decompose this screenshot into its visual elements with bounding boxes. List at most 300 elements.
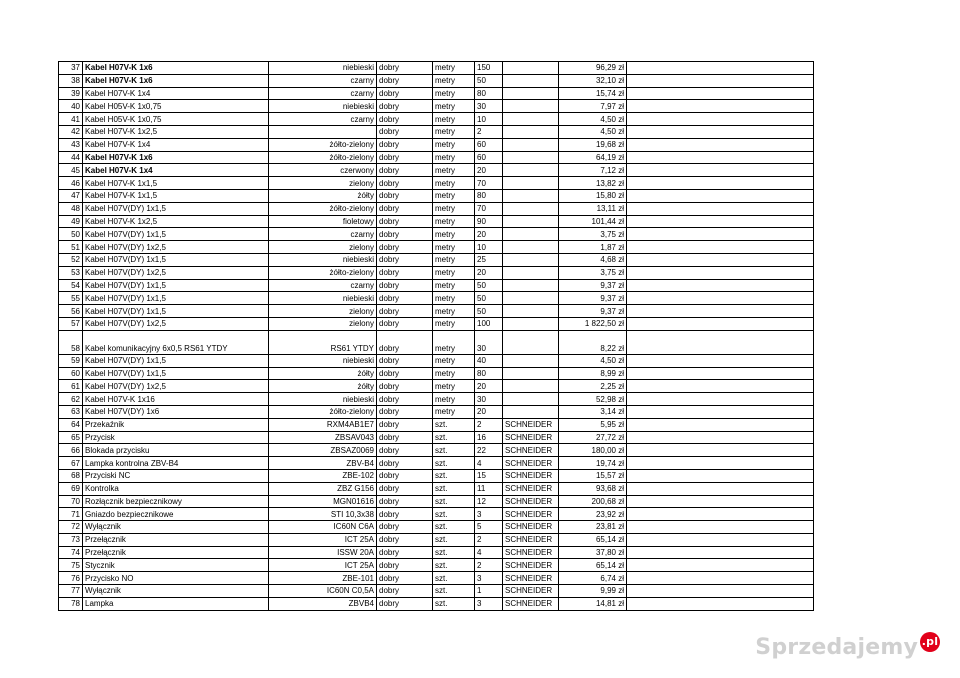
item-price: 37,80 zł bbox=[559, 546, 627, 559]
item-name: Stycznik bbox=[83, 559, 269, 572]
item-spec: ZBE-101 bbox=[269, 572, 377, 585]
row-number: 58 bbox=[59, 330, 83, 354]
item-price: 32,10 zł bbox=[559, 74, 627, 87]
row-number: 37 bbox=[59, 62, 83, 75]
item-unit: metry bbox=[433, 241, 475, 254]
empty-cell bbox=[627, 202, 814, 215]
table-row bbox=[59, 266, 814, 279]
item-name: Kabel H07V(DY) 1x1,5 bbox=[83, 253, 269, 266]
item-unit: metry bbox=[433, 253, 475, 266]
table-row bbox=[59, 482, 814, 495]
item-quantity: 80 bbox=[475, 189, 503, 202]
row-number: 47 bbox=[59, 189, 83, 202]
empty-cell bbox=[627, 177, 814, 190]
row-number: 62 bbox=[59, 393, 83, 406]
item-quantity: 90 bbox=[475, 215, 503, 228]
item-name: Kabel H07V(DY) 1x2,5 bbox=[83, 380, 269, 393]
item-spec: niebieski bbox=[269, 100, 377, 113]
item-price: 13,11 zł bbox=[559, 202, 627, 215]
item-brand: SCHNEIDER bbox=[503, 546, 559, 559]
item-brand bbox=[503, 62, 559, 75]
item-condition: dobry bbox=[377, 330, 433, 354]
row-number: 56 bbox=[59, 305, 83, 318]
table-row bbox=[59, 113, 814, 126]
table-row bbox=[59, 354, 814, 367]
item-condition: dobry bbox=[377, 469, 433, 482]
item-price: 19,68 zł bbox=[559, 138, 627, 151]
item-condition: dobry bbox=[377, 444, 433, 457]
empty-cell bbox=[627, 354, 814, 367]
item-name: Kabel H07V-K 1x4 bbox=[83, 164, 269, 177]
item-quantity: 11 bbox=[475, 482, 503, 495]
item-condition: dobry bbox=[377, 533, 433, 546]
item-brand bbox=[503, 405, 559, 418]
row-number: 54 bbox=[59, 279, 83, 292]
item-unit: szt. bbox=[433, 431, 475, 444]
item-price: 8,22 zł bbox=[559, 330, 627, 354]
item-name: Wyłącznik bbox=[83, 585, 269, 598]
item-spec: ZBV-B4 bbox=[269, 457, 377, 470]
item-unit: metry bbox=[433, 138, 475, 151]
item-unit: metry bbox=[433, 113, 475, 126]
item-brand: SCHNEIDER bbox=[503, 482, 559, 495]
row-number: 77 bbox=[59, 585, 83, 598]
item-spec: ZBSAZ0069 bbox=[269, 444, 377, 457]
empty-cell bbox=[627, 330, 814, 354]
item-unit: metry bbox=[433, 202, 475, 215]
item-name: Przekaźnik bbox=[83, 418, 269, 431]
item-unit: szt. bbox=[433, 444, 475, 457]
empty-cell bbox=[627, 367, 814, 380]
empty-cell bbox=[627, 253, 814, 266]
item-name: Kabel H07V-K 1x16 bbox=[83, 393, 269, 406]
table-row bbox=[59, 177, 814, 190]
table-row bbox=[59, 393, 814, 406]
item-brand bbox=[503, 241, 559, 254]
row-number: 52 bbox=[59, 253, 83, 266]
item-condition: dobry bbox=[377, 380, 433, 393]
table-row bbox=[59, 62, 814, 75]
item-price: 4,68 zł bbox=[559, 253, 627, 266]
row-number: 57 bbox=[59, 317, 83, 330]
item-quantity: 12 bbox=[475, 495, 503, 508]
item-condition: dobry bbox=[377, 305, 433, 318]
empty-cell bbox=[627, 164, 814, 177]
inventory-table bbox=[58, 61, 814, 611]
item-condition: dobry bbox=[377, 495, 433, 508]
table-row bbox=[59, 585, 814, 598]
item-price: 52,98 zł bbox=[559, 393, 627, 406]
item-name: Przycisko NO bbox=[83, 572, 269, 585]
item-brand bbox=[503, 202, 559, 215]
item-brand bbox=[503, 279, 559, 292]
item-condition: dobry bbox=[377, 585, 433, 598]
table-row bbox=[59, 202, 814, 215]
empty-cell bbox=[627, 305, 814, 318]
item-condition: dobry bbox=[377, 266, 433, 279]
item-price: 3,14 zł bbox=[559, 405, 627, 418]
item-name: Przyciski NC bbox=[83, 469, 269, 482]
empty-cell bbox=[627, 266, 814, 279]
item-quantity: 60 bbox=[475, 138, 503, 151]
item-name: Gniazdo bezpiecznikowe bbox=[83, 508, 269, 521]
item-condition: dobry bbox=[377, 189, 433, 202]
empty-cell bbox=[627, 469, 814, 482]
item-condition: dobry bbox=[377, 164, 433, 177]
empty-cell bbox=[627, 380, 814, 393]
item-quantity: 3 bbox=[475, 597, 503, 610]
item-spec: czarny bbox=[269, 87, 377, 100]
empty-cell bbox=[627, 317, 814, 330]
item-condition: dobry bbox=[377, 354, 433, 367]
item-quantity: 16 bbox=[475, 431, 503, 444]
item-condition: dobry bbox=[377, 113, 433, 126]
item-quantity: 20 bbox=[475, 380, 503, 393]
table-row bbox=[59, 418, 814, 431]
empty-cell bbox=[627, 74, 814, 87]
item-name: Przełącznik bbox=[83, 546, 269, 559]
table-row bbox=[59, 125, 814, 138]
table-row bbox=[59, 597, 814, 610]
item-price: 9,99 zł bbox=[559, 585, 627, 598]
table-row bbox=[59, 138, 814, 151]
table-row bbox=[59, 241, 814, 254]
item-brand bbox=[503, 266, 559, 279]
row-number: 67 bbox=[59, 457, 83, 470]
item-brand bbox=[503, 317, 559, 330]
item-condition: dobry bbox=[377, 87, 433, 100]
item-quantity: 50 bbox=[475, 292, 503, 305]
item-price: 4,50 zł bbox=[559, 113, 627, 126]
item-price: 65,14 zł bbox=[559, 533, 627, 546]
item-quantity: 100 bbox=[475, 317, 503, 330]
item-spec: zielony bbox=[269, 241, 377, 254]
item-unit: metry bbox=[433, 215, 475, 228]
item-name: Przycisk bbox=[83, 431, 269, 444]
item-name: Kabel H07V-K 1x2,5 bbox=[83, 125, 269, 138]
item-price: 8,99 zł bbox=[559, 367, 627, 380]
row-number: 61 bbox=[59, 380, 83, 393]
item-condition: dobry bbox=[377, 393, 433, 406]
item-quantity: 150 bbox=[475, 62, 503, 75]
item-name: Kabel H07V(DY) 1x6 bbox=[83, 405, 269, 418]
item-quantity: 25 bbox=[475, 253, 503, 266]
item-brand: SCHNEIDER bbox=[503, 597, 559, 610]
item-price: 101,44 zł bbox=[559, 215, 627, 228]
item-name: Kabel H07V(DY) 1x1,5 bbox=[83, 354, 269, 367]
row-number: 53 bbox=[59, 266, 83, 279]
item-price: 3,75 zł bbox=[559, 228, 627, 241]
table-row bbox=[59, 330, 814, 354]
item-condition: dobry bbox=[377, 508, 433, 521]
row-number: 59 bbox=[59, 354, 83, 367]
item-quantity: 2 bbox=[475, 533, 503, 546]
item-price: 9,37 zł bbox=[559, 292, 627, 305]
item-quantity: 10 bbox=[475, 113, 503, 126]
item-unit: metry bbox=[433, 405, 475, 418]
item-brand bbox=[503, 87, 559, 100]
item-spec: zielony bbox=[269, 305, 377, 318]
item-unit: metry bbox=[433, 305, 475, 318]
item-condition: dobry bbox=[377, 317, 433, 330]
item-brand bbox=[503, 305, 559, 318]
table-row bbox=[59, 572, 814, 585]
item-spec: czarny bbox=[269, 279, 377, 292]
item-price: 5,95 zł bbox=[559, 418, 627, 431]
item-spec: STI 10,3x38 bbox=[269, 508, 377, 521]
item-price: 15,74 zł bbox=[559, 87, 627, 100]
item-spec: żółto-zielony bbox=[269, 151, 377, 164]
item-price: 2,25 zł bbox=[559, 380, 627, 393]
item-name: Blokada przycisku bbox=[83, 444, 269, 457]
empty-cell bbox=[627, 113, 814, 126]
item-price: 96,29 zł bbox=[559, 62, 627, 75]
item-name: Kabel komunikacyjny 6x0,5 RS61 YTDY bbox=[83, 330, 269, 354]
item-condition: dobry bbox=[377, 418, 433, 431]
item-name: Kabel H07V-K 1x4 bbox=[83, 87, 269, 100]
item-spec: ICT 25A bbox=[269, 559, 377, 572]
item-price: 9,37 zł bbox=[559, 305, 627, 318]
table-row bbox=[59, 431, 814, 444]
item-brand bbox=[503, 74, 559, 87]
item-price: 1,87 zł bbox=[559, 241, 627, 254]
row-number: 44 bbox=[59, 151, 83, 164]
item-spec: fioletowy bbox=[269, 215, 377, 228]
table-row bbox=[59, 521, 814, 534]
table-row bbox=[59, 279, 814, 292]
item-condition: dobry bbox=[377, 125, 433, 138]
item-quantity: 4 bbox=[475, 546, 503, 559]
item-spec: ISSW 20A bbox=[269, 546, 377, 559]
item-brand: SCHNEIDER bbox=[503, 508, 559, 521]
row-number: 46 bbox=[59, 177, 83, 190]
item-name: Kabel H07V-K 1x4 bbox=[83, 138, 269, 151]
item-spec: czerwony bbox=[269, 164, 377, 177]
item-name: Kabel H07V(DY) 1x1,5 bbox=[83, 305, 269, 318]
item-spec: IC60N C6A bbox=[269, 521, 377, 534]
item-brand bbox=[503, 367, 559, 380]
item-brand bbox=[503, 228, 559, 241]
item-unit: metry bbox=[433, 330, 475, 354]
empty-cell bbox=[627, 572, 814, 585]
item-unit: metry bbox=[433, 74, 475, 87]
item-unit: metry bbox=[433, 266, 475, 279]
item-name: Lampka kontrolna ZBV-B4 bbox=[83, 457, 269, 470]
item-brand: SCHNEIDER bbox=[503, 457, 559, 470]
item-condition: dobry bbox=[377, 202, 433, 215]
item-quantity: 50 bbox=[475, 279, 503, 292]
item-name: Kabel H05V-K 1x0,75 bbox=[83, 100, 269, 113]
item-quantity: 5 bbox=[475, 521, 503, 534]
row-number: 38 bbox=[59, 74, 83, 87]
table-row bbox=[59, 405, 814, 418]
table-row bbox=[59, 164, 814, 177]
item-spec: ICT 25A bbox=[269, 533, 377, 546]
item-condition: dobry bbox=[377, 100, 433, 113]
item-quantity: 30 bbox=[475, 330, 503, 354]
table-row bbox=[59, 559, 814, 572]
item-spec: RS61 YTDY bbox=[269, 330, 377, 354]
item-price: 19,74 zł bbox=[559, 457, 627, 470]
item-name: Kabel H07V(DY) 1x1,5 bbox=[83, 367, 269, 380]
item-spec: czarny bbox=[269, 113, 377, 126]
item-brand bbox=[503, 138, 559, 151]
item-name: Kabel H07V-K 1x1,5 bbox=[83, 189, 269, 202]
table-row bbox=[59, 317, 814, 330]
empty-cell bbox=[627, 521, 814, 534]
item-brand: SCHNEIDER bbox=[503, 444, 559, 457]
row-number: 70 bbox=[59, 495, 83, 508]
item-unit: metry bbox=[433, 317, 475, 330]
item-quantity: 80 bbox=[475, 87, 503, 100]
item-name: Kabel H07V(DY) 1x1,5 bbox=[83, 292, 269, 305]
item-spec: IC60N C0,5A bbox=[269, 585, 377, 598]
item-brand: SCHNEIDER bbox=[503, 431, 559, 444]
item-spec: niebieski bbox=[269, 253, 377, 266]
item-condition: dobry bbox=[377, 405, 433, 418]
item-unit: szt. bbox=[433, 521, 475, 534]
item-condition: dobry bbox=[377, 62, 433, 75]
item-brand bbox=[503, 380, 559, 393]
item-brand: SCHNEIDER bbox=[503, 521, 559, 534]
item-spec: żółty bbox=[269, 367, 377, 380]
item-condition: dobry bbox=[377, 138, 433, 151]
item-price: 13,82 zł bbox=[559, 177, 627, 190]
item-spec: niebieski bbox=[269, 354, 377, 367]
item-unit: metry bbox=[433, 125, 475, 138]
item-quantity: 3 bbox=[475, 572, 503, 585]
item-condition: dobry bbox=[377, 572, 433, 585]
item-unit: szt. bbox=[433, 533, 475, 546]
table-row bbox=[59, 253, 814, 266]
row-number: 71 bbox=[59, 508, 83, 521]
table-row bbox=[59, 189, 814, 202]
item-unit: metry bbox=[433, 228, 475, 241]
empty-cell bbox=[627, 418, 814, 431]
item-spec: zielony bbox=[269, 177, 377, 190]
item-unit: metry bbox=[433, 380, 475, 393]
item-brand bbox=[503, 330, 559, 354]
item-unit: szt. bbox=[433, 457, 475, 470]
empty-cell bbox=[627, 215, 814, 228]
item-condition: dobry bbox=[377, 74, 433, 87]
item-price: 23,92 zł bbox=[559, 508, 627, 521]
item-brand: SCHNEIDER bbox=[503, 533, 559, 546]
item-spec: RXM4AB1E7 bbox=[269, 418, 377, 431]
item-quantity: 20 bbox=[475, 164, 503, 177]
item-spec: żółty bbox=[269, 189, 377, 202]
empty-cell bbox=[627, 444, 814, 457]
item-name: Kabel H07V-K 1x6 bbox=[83, 62, 269, 75]
item-condition: dobry bbox=[377, 279, 433, 292]
item-price: 180,00 zł bbox=[559, 444, 627, 457]
item-spec: żółto-zielony bbox=[269, 405, 377, 418]
empty-cell bbox=[627, 546, 814, 559]
item-quantity: 3 bbox=[475, 508, 503, 521]
sprzedajemy-watermark bbox=[755, 635, 940, 660]
item-spec: żółty bbox=[269, 380, 377, 393]
table-row bbox=[59, 292, 814, 305]
item-spec: niebieski bbox=[269, 292, 377, 305]
table-row bbox=[59, 228, 814, 241]
item-unit: metry bbox=[433, 367, 475, 380]
item-quantity: 2 bbox=[475, 418, 503, 431]
row-number: 55 bbox=[59, 292, 83, 305]
item-unit: metry bbox=[433, 177, 475, 190]
item-unit: metry bbox=[433, 189, 475, 202]
row-number: 65 bbox=[59, 431, 83, 444]
item-quantity: 30 bbox=[475, 393, 503, 406]
item-brand bbox=[503, 177, 559, 190]
table-row bbox=[59, 495, 814, 508]
table-row bbox=[59, 469, 814, 482]
item-name: Kontrolka bbox=[83, 482, 269, 495]
item-quantity: 70 bbox=[475, 202, 503, 215]
item-spec: MGN01616 bbox=[269, 495, 377, 508]
empty-cell bbox=[627, 431, 814, 444]
item-quantity: 20 bbox=[475, 266, 503, 279]
empty-cell bbox=[627, 62, 814, 75]
empty-cell bbox=[627, 508, 814, 521]
empty-cell bbox=[627, 279, 814, 292]
item-price: 23,81 zł bbox=[559, 521, 627, 534]
item-name: Rozłącznik bezpiecznikowy bbox=[83, 495, 269, 508]
item-unit: szt. bbox=[433, 508, 475, 521]
item-quantity: 50 bbox=[475, 305, 503, 318]
table-row bbox=[59, 508, 814, 521]
item-brand bbox=[503, 215, 559, 228]
empty-cell bbox=[627, 482, 814, 495]
table-row bbox=[59, 457, 814, 470]
row-number: 40 bbox=[59, 100, 83, 113]
watermark-pl-badge: .pl bbox=[920, 632, 940, 652]
item-unit: metry bbox=[433, 164, 475, 177]
table-row bbox=[59, 305, 814, 318]
item-name: Kabel H05V-K 1x0,75 bbox=[83, 113, 269, 126]
item-spec: niebieski bbox=[269, 393, 377, 406]
table-row bbox=[59, 444, 814, 457]
item-price: 6,74 zł bbox=[559, 572, 627, 585]
item-brand bbox=[503, 292, 559, 305]
item-quantity: 22 bbox=[475, 444, 503, 457]
item-unit: szt. bbox=[433, 418, 475, 431]
item-unit: szt. bbox=[433, 495, 475, 508]
item-name: Kabel H07V(DY) 1x2,5 bbox=[83, 317, 269, 330]
item-unit: metry bbox=[433, 151, 475, 164]
item-unit: metry bbox=[433, 292, 475, 305]
item-unit: metry bbox=[433, 62, 475, 75]
empty-cell bbox=[627, 138, 814, 151]
row-number: 49 bbox=[59, 215, 83, 228]
item-quantity: 50 bbox=[475, 74, 503, 87]
item-condition: dobry bbox=[377, 559, 433, 572]
table-row bbox=[59, 74, 814, 87]
empty-cell bbox=[627, 597, 814, 610]
item-name: Kabel H07V(DY) 1x1,5 bbox=[83, 228, 269, 241]
item-price: 7,97 zł bbox=[559, 100, 627, 113]
item-spec: żółto-zielony bbox=[269, 266, 377, 279]
row-number: 45 bbox=[59, 164, 83, 177]
row-number: 74 bbox=[59, 546, 83, 559]
item-name: Kabel H07V(DY) 1x1,5 bbox=[83, 279, 269, 292]
row-number: 41 bbox=[59, 113, 83, 126]
row-number: 76 bbox=[59, 572, 83, 585]
item-brand bbox=[503, 100, 559, 113]
item-brand: SCHNEIDER bbox=[503, 495, 559, 508]
item-unit: metry bbox=[433, 354, 475, 367]
item-brand: SCHNEIDER bbox=[503, 585, 559, 598]
item-quantity: 20 bbox=[475, 405, 503, 418]
